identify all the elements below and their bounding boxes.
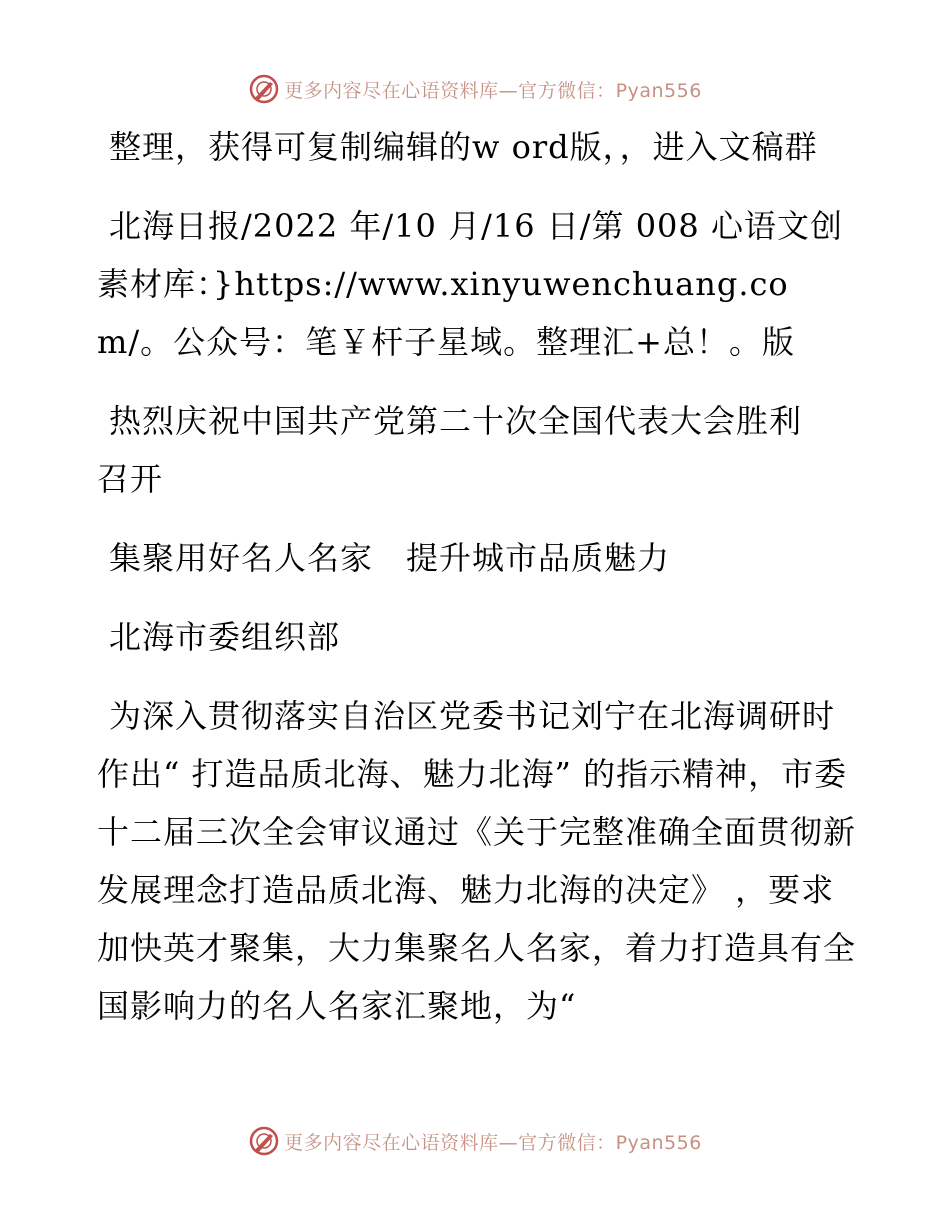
- logo-icon: [248, 1125, 280, 1157]
- document-body: [97, 118, 857, 1035]
- watermark-header: [0, 72, 950, 106]
- logo-icon: [248, 73, 280, 105]
- paragraph-headline: 热烈庆祝中国共产党第二十次全国代表大会胜利召开: [97, 402, 803, 498]
- article-author: 北海市委组织部: [109, 618, 341, 656]
- paragraph-body: 为深入贯彻落实自治区党委书记刘宁在北海调研时作出“ 打造品质北海、魅力北海” 的指示精神，市委十二届三次全会审议通过《关于完整准确全面贯彻新发展理念打造品质北海、魅力北海的决定》 ，要求加快英才聚集，大力集聚名人名家，着力打造具有全国影响力的名人名家汇聚地，为“: [97, 697, 857, 1025]
- paragraph-note: 整理，获得可复制编辑的w ord版，，进入文稿群: [109, 128, 818, 166]
- article-title: 集聚用好名人名家 提升城市品质魅力: [109, 539, 671, 577]
- watermark-footer: [0, 1124, 950, 1158]
- watermark-text: 更多内容尽在心语资料库—官方微信：Pyan556: [284, 1131, 702, 1154]
- paragraph-source: 北海日报/2022 年/10 月/16 日/第 008 心语文创素材库：}https://www.xinyuwenchuang.com/。公众号：笔￥杆子星域。整理汇+总！。版: [97, 207, 843, 361]
- watermark-text: 更多内容尽在心语资料库—官方微信：Pyan556: [284, 79, 702, 102]
